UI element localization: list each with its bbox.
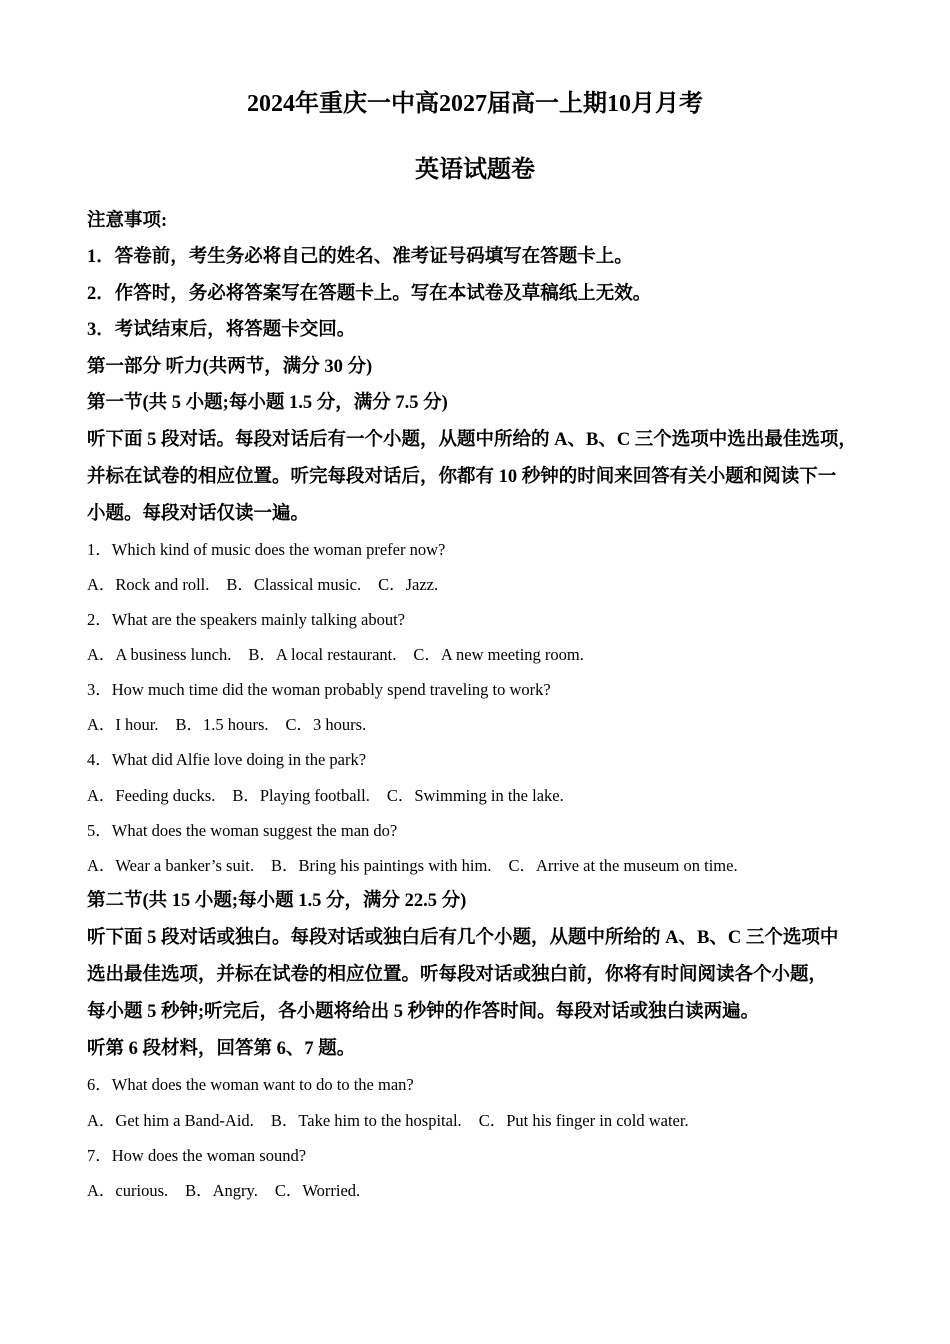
question-text: 7．How does the woman sound? (87, 1146, 307, 1165)
question-text: 6．What does the woman want to do to the man? (87, 1075, 414, 1094)
option-a: A．A business lunch. (87, 645, 232, 664)
exam-subtitle: 英语试题卷 (415, 157, 535, 183)
option-c: C．Put his finger in cold water. (478, 1111, 689, 1130)
question-options (87, 714, 366, 736)
notice-heading: 注意事项: (87, 211, 168, 231)
exam-title: 2024年重庆一中高2027届高一上期10月月考 (247, 91, 703, 117)
notice-item: 1．答卷前，考生务必将自己的姓名、准考证号码填写在答题卡上。 (87, 247, 633, 267)
section2-heading: 第二节(共 15 小题;每小题 1.5 分，满分 22.5 分) (87, 891, 467, 911)
option-b: B．1.5 hours. (175, 715, 269, 734)
question-text: 4．What did Alfie love doing in the park? (87, 750, 367, 769)
option-a: A．Rock and roll. (87, 575, 210, 594)
section2-instruction: 每小题 5 秒钟;听完后，各小题将给出 5 秒钟的作答时间。每段对话或独白读两遍。 (87, 1002, 760, 1022)
option-b: B．A local restaurant. (248, 645, 397, 664)
option-b: B．Playing football. (232, 786, 370, 805)
question-text: 5．What does the woman suggest the man do? (87, 821, 398, 840)
option-b: B．Classical music. (226, 575, 362, 594)
material-heading: 听第 6 段材料，回答第 6、7 题。 (87, 1039, 356, 1059)
question-text: 3．How much time did the woman probably spend traveling to work? (87, 680, 551, 699)
section1-instruction: 听下面 5 段对话。每段对话后有一个小题，从题中所给的 A、B、C 三个选项中选出最佳选项， (87, 430, 857, 450)
question-options (87, 785, 564, 807)
question-options (87, 1110, 689, 1132)
section1-instruction: 并标在试卷的相应位置。听完每段对话后，你都有 10 秒钟的时间来回答有关小题和阅读下一 (87, 467, 837, 487)
option-b: B．Bring his paintings with him. (270, 856, 492, 875)
notice-item: 3．考试结束后，将答题卡交回。 (87, 320, 356, 340)
part1-heading: 第一部分 听力(共两节，满分 30 分) (87, 357, 373, 377)
section1-heading: 第一节(共 5 小题;每小题 1.5 分，满分 7.5 分) (87, 393, 448, 413)
question-text: 2．What are the speakers mainly talking about? (87, 610, 405, 629)
option-c: C．Arrive at the museum on time. (508, 856, 738, 875)
option-a: A．curious. (87, 1181, 169, 1200)
option-a: A．Wear a banker’s suit. (87, 856, 254, 875)
option-b: B．Take him to the hospital. (270, 1111, 462, 1130)
section1-instruction: 小题。每段对话仅读一遍。 (87, 504, 310, 524)
section2-instruction: 听下面 5 段对话或独白。每段对话或独白后有几个小题，从题中所给的 A、B、C 三个选项中 (87, 928, 839, 948)
question-options (87, 574, 438, 596)
question-options (87, 644, 584, 666)
option-a: A．I hour. (87, 715, 159, 734)
option-c: C．3 hours. (285, 715, 367, 734)
question-options (87, 1180, 360, 1202)
option-c: C．Swimming in the lake. (386, 786, 564, 805)
option-c: C．A new meeting room. (413, 645, 584, 664)
option-b: B．Angry. (185, 1181, 258, 1200)
notice-item: 2．作答时，务必将答案写在答题卡上。写在本试卷及草稿纸上无效。 (87, 284, 652, 304)
option-a: A．Feeding ducks. (87, 786, 216, 805)
option-a: A．Get him a Band-Aid. (87, 1111, 254, 1130)
section2-instruction: 选出最佳选项，并标在试卷的相应位置。听每段对话或独白前，你将有时间阅读各个小题， (87, 965, 828, 985)
question-options (87, 855, 738, 877)
option-c: C．Jazz. (378, 575, 439, 594)
question-text: 1．Which kind of music does the woman prefer now? (87, 540, 446, 559)
option-c: C．Worried. (274, 1181, 361, 1200)
